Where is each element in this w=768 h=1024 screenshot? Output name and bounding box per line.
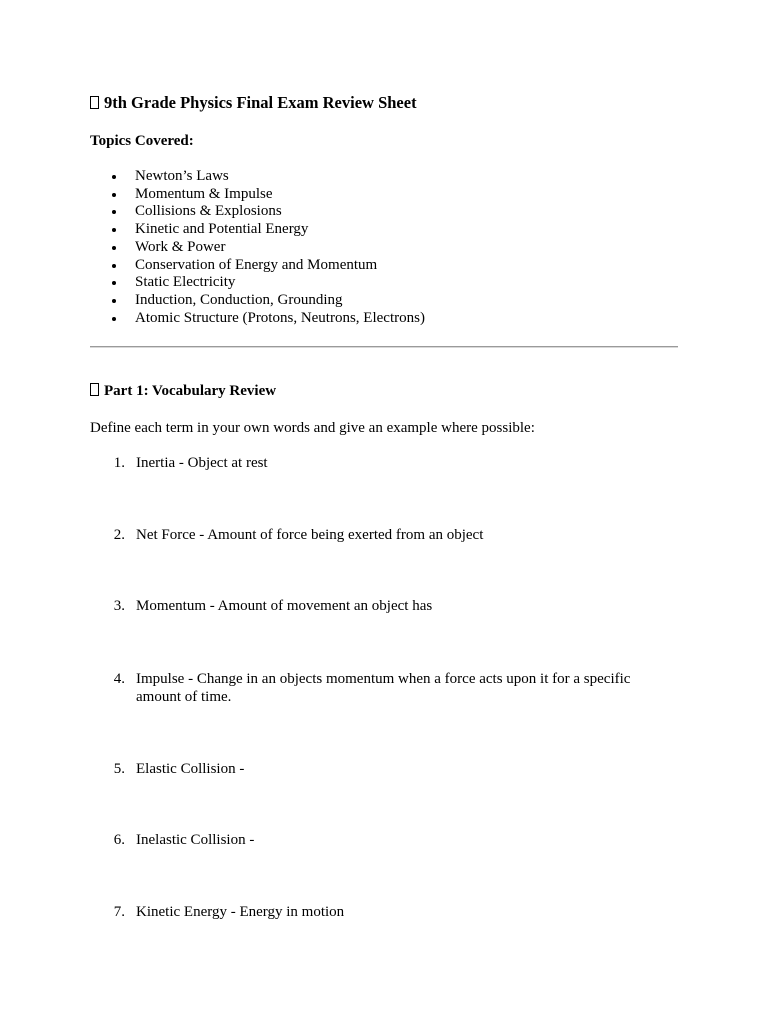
- section-heading: [90, 381, 276, 401]
- vocab-item: [90, 903, 650, 921]
- list-item: Newton’s Laws: [90, 168, 425, 186]
- vocab-item: [90, 670, 650, 706]
- list-item: Collisions & Explosions: [90, 203, 425, 221]
- missing-glyph-icon: [90, 96, 99, 109]
- vocab-number: 3.: [113, 598, 125, 614]
- vocab-item: [90, 454, 650, 472]
- vocab-number: 5.: [113, 761, 125, 777]
- list-item: Induction, Conduction, Grounding: [90, 292, 425, 310]
- topics-list: [90, 168, 425, 327]
- vocab-text: Kinetic Energy - Energy in motion: [136, 904, 345, 920]
- section-heading-text: Part 1: Vocabulary Review: [104, 383, 277, 399]
- list-item: Static Electricity: [90, 274, 425, 292]
- vocab-number: 7.: [113, 904, 125, 920]
- vocab-item: [90, 760, 650, 778]
- vocab-number: 6.: [113, 832, 125, 848]
- vocab-text: Impulse - Change in an objects momentum when a force acts upon it for a specific amount of time.: [136, 671, 631, 705]
- list-item: Conservation of Energy and Momentum: [90, 257, 425, 275]
- document-title: [90, 93, 417, 113]
- vocab-item: [90, 831, 650, 849]
- list-item: Atomic Structure (Protons, Neutrons, Electrons): [90, 310, 425, 328]
- vocab-text: Momentum - Amount of movement an object has: [136, 598, 433, 614]
- instructions-text: Define each term in your own words and give an example where possible:: [90, 420, 535, 436]
- vocab-text: Net Force - Amount of force being exerted from an object: [136, 527, 484, 543]
- vocab-text: Inertia - Object at rest: [136, 455, 268, 471]
- vocab-text: Inelastic Collision -: [136, 832, 255, 848]
- vocab-number: 2.: [113, 527, 125, 543]
- vocab-text: Elastic Collision -: [136, 761, 245, 777]
- horizontal-divider: [90, 346, 678, 348]
- missing-glyph-icon: [90, 383, 99, 396]
- list-item: Work & Power: [90, 239, 425, 257]
- vocab-number: 4.: [113, 671, 125, 687]
- vocab-number: 1.: [113, 455, 125, 471]
- list-item: Kinetic and Potential Energy: [90, 221, 425, 239]
- topics-label: Topics Covered:: [90, 133, 194, 149]
- vocab-item: [90, 526, 650, 544]
- list-item: Momentum & Impulse: [90, 186, 425, 204]
- vocab-item: [90, 597, 650, 615]
- document-title-text: 9th Grade Physics Final Exam Review Sheet: [104, 93, 417, 112]
